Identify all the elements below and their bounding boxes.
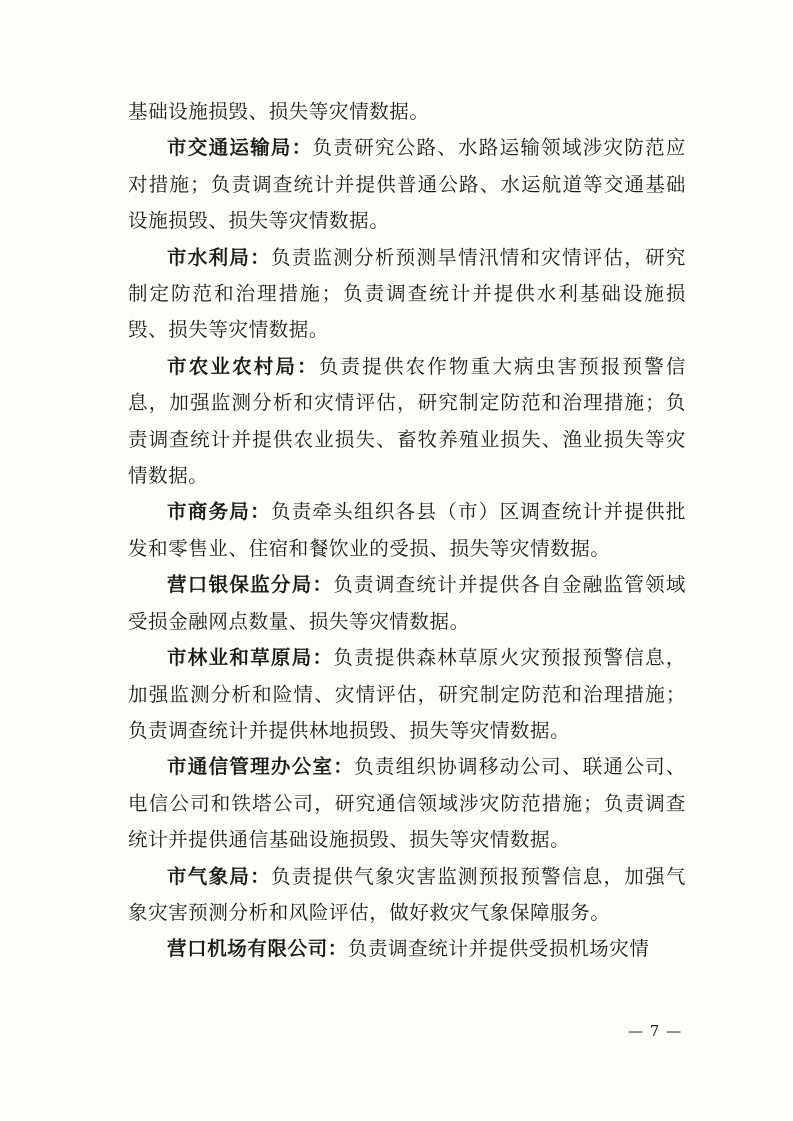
org-name-commerce: 市商务局： [167,500,271,524]
org-name-water: 市水利局： [167,245,271,269]
duty-text-transport: 负责研究公路、水路运输领域涉灾防范应对措施；负责调查统计并提供普通公路、水运航道等交通基础设施损毁、损失等灾情数据。 [128,136,686,233]
page-number: — 7 — [628,1022,683,1040]
opening-fragment: 基础设施损毁、损失等灾情数据。 [128,100,430,123]
duty-text-airport: 负责调查统计并提供受损机场灾情 [347,937,650,961]
duty-text-agriculture: 负责提供农作物重大病虫害预报预警信息，加强监测分析和灾情评估，研究制定防范和治理措施；负责调查统计并提供农业损失、畜牧养殖业损失、渔业损失等灾情数据。 [128,354,687,488]
org-name-meteorology: 市气象局： [167,864,271,888]
org-name-agriculture: 市农业农村局： [167,354,319,378]
paragraph-airport-company [128,931,686,967]
duty-text-water: 负责监测分析预测旱情汛情和灾情评估，研究制定防范和治理措施；负责调查统计并提供水利基础设施损毁、损失等灾情数据。 [128,245,686,342]
duty-text-banking: 负责调查统计并提供各自金融监管领域受损金融网点数量、损失等灾情数据。 [128,573,686,633]
paragraph-agriculture-bureau [128,349,686,495]
org-name-banking: 营口银保监分局： [167,573,334,597]
org-name-transport: 市交通运输局： [167,136,313,160]
duty-text-meteorology: 负责提供气象灾害监测预报预警信息，加强气象灾害预测分析和风险评估，做好救灾气象保障服务。 [128,864,686,924]
paragraph-commerce-bureau [128,494,686,567]
duty-text-communications: 负责组织协调移动公司、联通公司、电信公司和铁塔公司，研究通信领域涉灾防范措施；负责调查统计并提供通信基础设施损毁、损失等灾情数据。 [128,755,686,852]
paragraph-meteorology-bureau [128,859,686,932]
paragraph-water-bureau [128,240,686,349]
paragraph-banking-insurance [128,567,686,640]
org-name-communications: 市通信管理办公室： [167,755,355,779]
duty-text-forestry: 负责提供森林草原火灾预报预警信息，加强监测分析和险情、灾情评估，研究制定防范和治理措施；负责调查统计并提供林地损毁、损失等灾情数据。 [128,646,686,742]
org-name-forestry: 市林业和草原局： [167,646,334,670]
org-name-airport: 营口机场有限公司： [167,937,348,961]
paragraph-communications-office [128,749,686,858]
paragraph-forestry-bureau [128,640,686,749]
paragraph-transport-bureau [128,130,686,239]
duty-text-commerce: 负责牵头组织各县（市）区调查统计并提供批发和零售业、住宿和餐饮业的受损、损失等灾情数据。 [128,500,686,560]
document-body [128,94,686,968]
